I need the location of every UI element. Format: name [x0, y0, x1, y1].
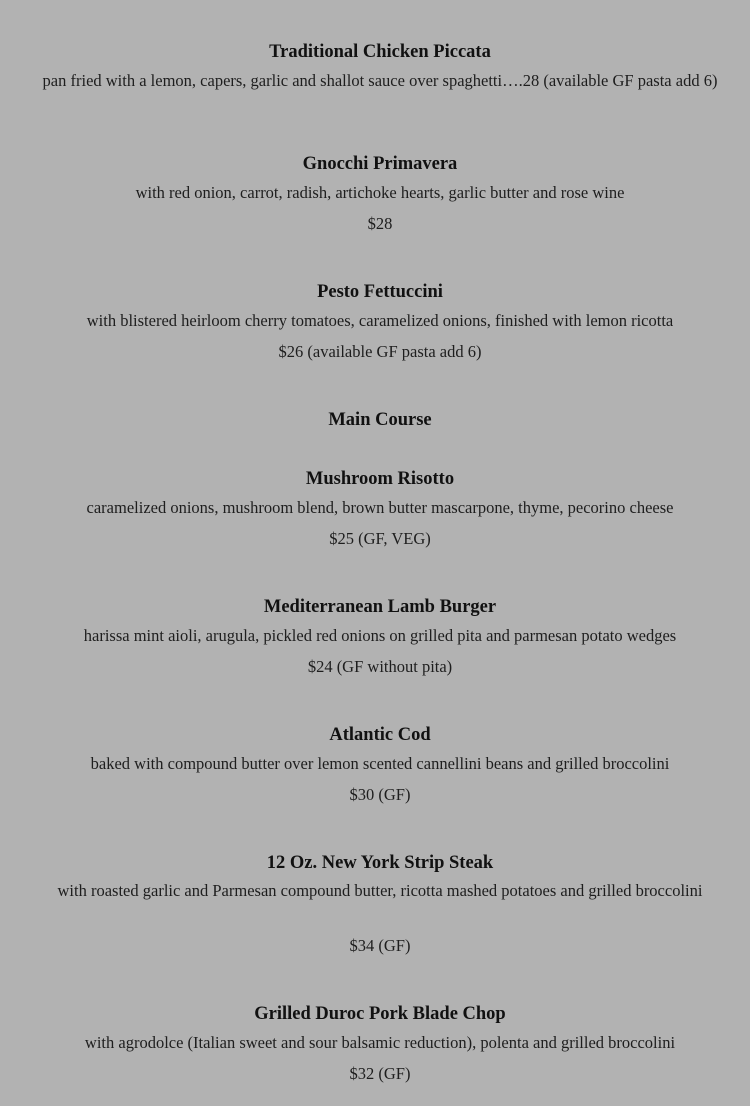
menu-item-price: $25 (GF, VEG): [329, 529, 431, 548]
menu-item-price: $28: [367, 214, 393, 233]
menu-item-description: baked with compound butter over lemon scented cannellini beans and grilled broccolini: [90, 754, 670, 773]
menu-item-price: $26 (available GF pasta add 6): [278, 342, 482, 361]
menu-item-description: harissa mint aioli, arugula, pickled red onions on grilled pita and parmesan potato wedges: [83, 626, 677, 645]
menu-item-description: with roasted garlic and Parmesan compound butter, ricotta mashed potatoes and grilled broccolini: [57, 881, 703, 900]
menu-item-description: with blistered heirloom cherry tomatoes, caramelized onions, finished with lemon ricotta: [86, 311, 674, 330]
menu-item-name: Pesto Fettuccini: [317, 282, 443, 302]
menu-item-name: Traditional Chicken Piccata: [269, 42, 491, 62]
menu-item-name: Mushroom Risotto: [305, 469, 455, 489]
menu-item-price: $24 (GF without pita): [307, 657, 453, 676]
menu-item-description: with red onion, carrot, radish, artichoke hearts, garlic butter and rose wine: [135, 183, 625, 202]
menu-item-description: with agrodolce (Italian sweet and sour balsamic reduction), polenta and grilled broccolini: [84, 1033, 676, 1052]
menu-item-name: Grilled Duroc Pork Blade Chop: [254, 1004, 506, 1024]
menu-item-price: $32 (GF): [349, 1064, 411, 1083]
menu-item-price: $34 (GF): [349, 936, 411, 955]
menu-item-name: Gnocchi Primavera: [302, 154, 458, 174]
menu-item-price: $30 (GF): [349, 785, 411, 804]
menu-item-description: caramelized onions, mushroom blend, brown butter mascarpone, thyme, pecorino cheese: [86, 498, 674, 517]
menu-item-description: pan fried with a lemon, capers, garlic and shallot sauce over spaghetti….28 (available GF pasta add 6): [42, 71, 718, 90]
menu-item-name: Mediterranean Lamb Burger: [263, 597, 497, 617]
menu-item-name: Atlantic Cod: [329, 725, 431, 745]
section-heading-main-course: Main Course: [328, 410, 432, 430]
menu-item-name: 12 Oz. New York Strip Steak: [266, 853, 494, 873]
